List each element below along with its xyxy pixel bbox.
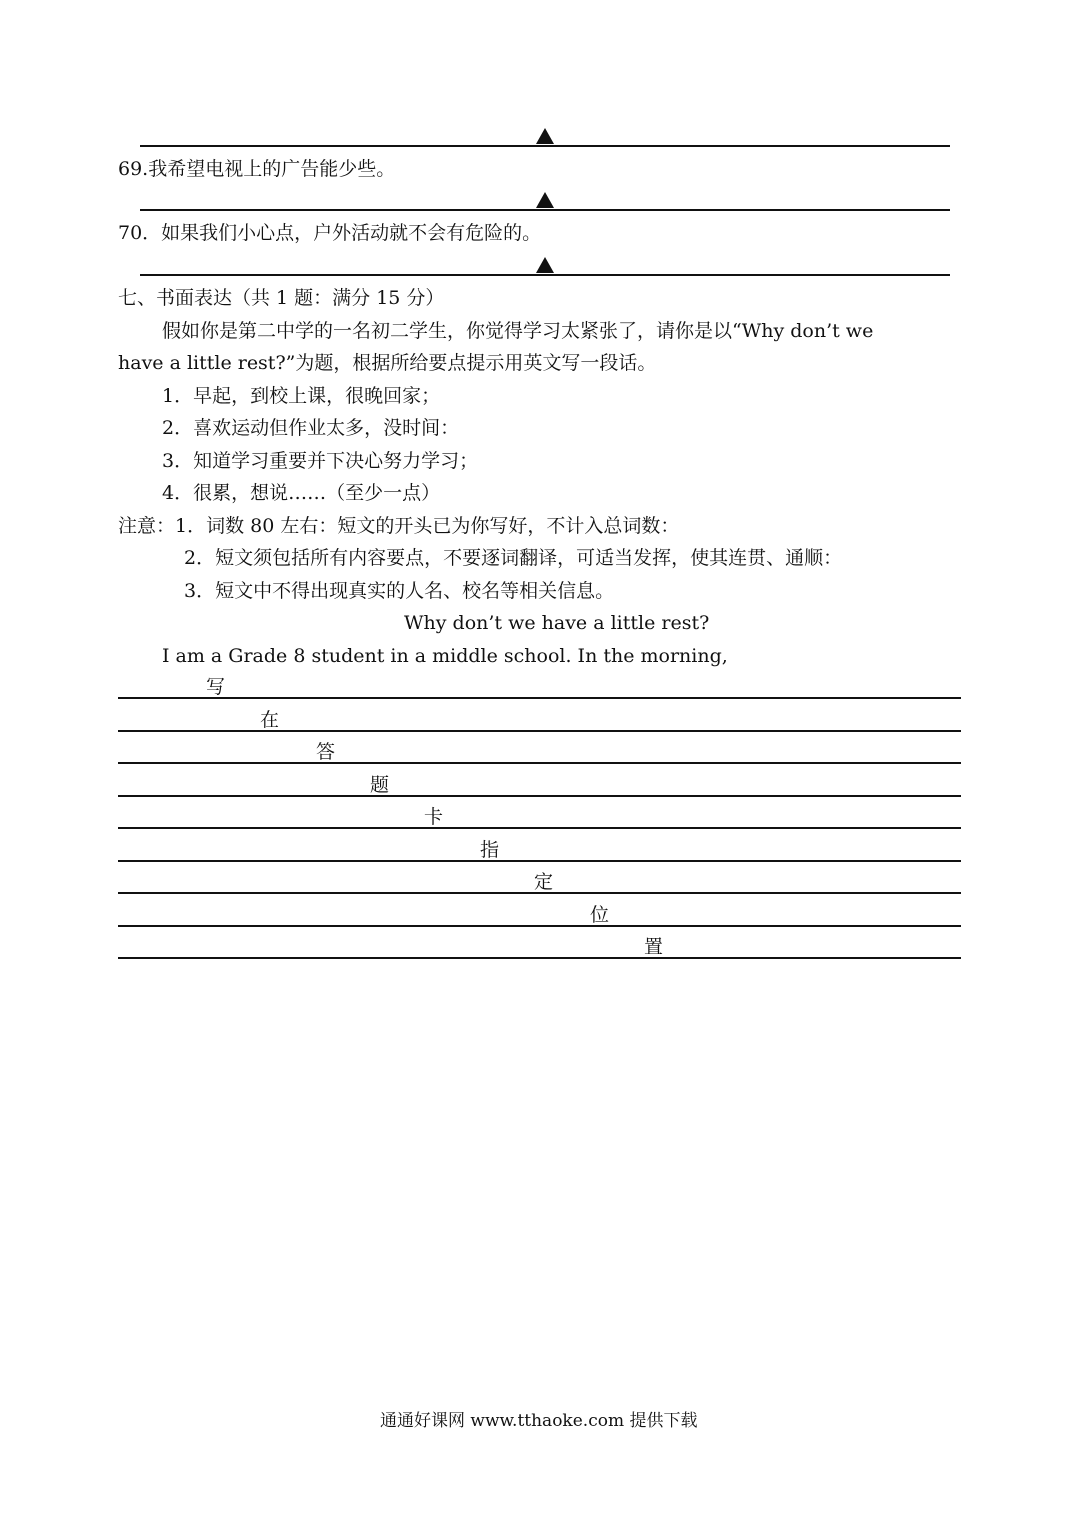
task-intro-line-2: have a little rest?”为题，根据所给要点提示用英文写一段话。 — [118, 352, 657, 374]
writing-line — [118, 957, 961, 959]
section-heading: 七、书面表达（共 1 题：满分 15 分） — [118, 287, 445, 309]
essay-start: I am a Grade 8 student in a middle school. In the morning, — [162, 645, 728, 667]
writing-line — [118, 697, 961, 699]
question-70: 70．如果我们小心点，户外活动就不会有危险的。 — [118, 222, 542, 244]
note-item: 注意：1．词数 80 左右：短文的开头已为你写好，不计入总词数： — [118, 515, 680, 537]
answer-marker-triangle — [536, 192, 554, 208]
writing-line — [118, 795, 961, 797]
writing-line — [118, 860, 961, 862]
answer-rule — [140, 145, 950, 147]
task-intro-line-1: 假如你是第二中学的一名初二学生，你觉得学习太紧张了，请你是以“Why don’t we — [162, 320, 874, 342]
writing-area-char: 定 — [534, 871, 554, 893]
note-item: 3．短文中不得出现真实的人名、校名等相关信息。 — [184, 580, 615, 602]
writing-line — [118, 762, 961, 764]
point-item: 1．早起，到校上课，很晚回家； — [162, 385, 441, 407]
answer-marker-triangle — [536, 257, 554, 273]
point-item: 4．很累，想说……（至少一点） — [162, 482, 441, 504]
page-footer: 通通好课网 www.tthaoke.com 提供下载 — [380, 1411, 698, 1431]
writing-area-char: 卡 — [424, 806, 444, 828]
essay-title: Why don’t we have a little rest? — [404, 612, 710, 634]
writing-area-char: 指 — [480, 839, 500, 861]
answer-marker-triangle — [536, 128, 554, 144]
answer-rule — [140, 274, 950, 276]
question-69: 69.我希望电视上的广告能少些。 — [118, 158, 396, 180]
answer-rule — [140, 209, 950, 211]
point-item: 3．知道学习重要并下决心努力学习； — [162, 450, 479, 472]
writing-line — [118, 730, 961, 732]
writing-area-char: 题 — [370, 774, 390, 796]
writing-line — [118, 925, 961, 927]
note-item: 2．短文须包括所有内容要点，不要逐词翻译，可适当发挥，使其连贯、通顺： — [184, 547, 843, 569]
writing-area-char: 答 — [316, 741, 336, 763]
writing-area-char: 位 — [590, 904, 610, 926]
writing-line — [118, 827, 961, 829]
writing-area-char: 置 — [644, 936, 664, 958]
writing-line — [118, 892, 961, 894]
point-item: 2．喜欢运动但作业太多，没时间： — [162, 417, 460, 439]
writing-area-char: 写 — [206, 676, 226, 698]
writing-area-char: 在 — [260, 709, 280, 731]
